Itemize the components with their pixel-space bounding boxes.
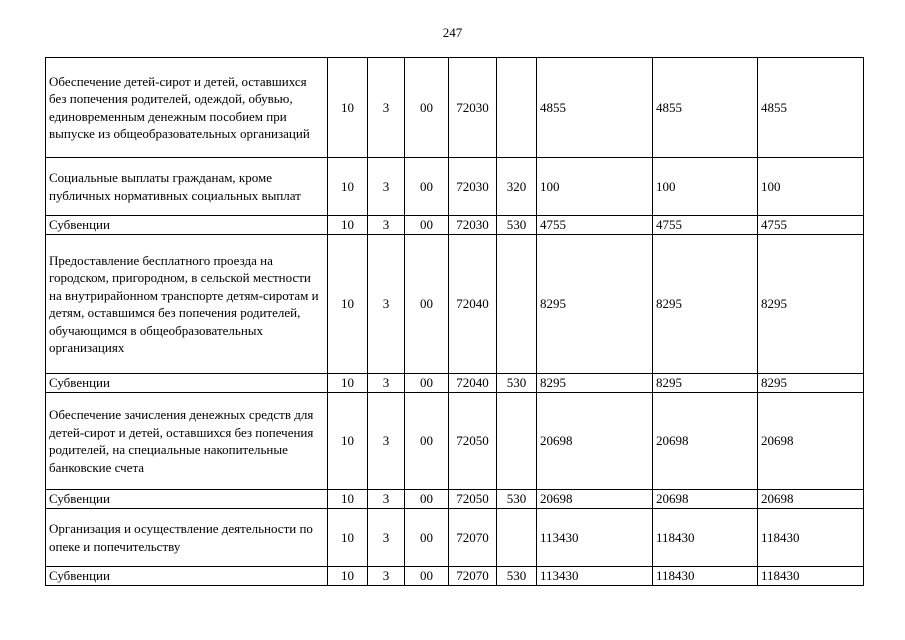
cell-year1: 20698 bbox=[537, 490, 653, 509]
cell-csr: 72070 bbox=[449, 509, 497, 567]
cell-vr: 320 bbox=[497, 158, 537, 216]
cell-year1: 4755 bbox=[537, 216, 653, 235]
cell-rz: 10 bbox=[328, 58, 368, 158]
cell-vr: 530 bbox=[497, 374, 537, 393]
table-row bbox=[46, 158, 864, 216]
cell-year3: 20698 bbox=[758, 490, 864, 509]
cell-vr bbox=[497, 235, 537, 374]
cell-csr: 72040 bbox=[449, 374, 497, 393]
cell-csr: 72030 bbox=[449, 216, 497, 235]
cell-rz: 10 bbox=[328, 509, 368, 567]
table-row bbox=[46, 490, 864, 509]
cell-pr: 3 bbox=[368, 374, 405, 393]
cell-p3: 00 bbox=[405, 374, 449, 393]
table-row bbox=[46, 216, 864, 235]
cell-year2: 20698 bbox=[653, 393, 758, 490]
cell-year1: 8295 bbox=[537, 235, 653, 374]
cell-year1: 8295 bbox=[537, 374, 653, 393]
cell-year1: 113430 bbox=[537, 509, 653, 567]
table-row bbox=[46, 235, 864, 374]
cell-p3: 00 bbox=[405, 393, 449, 490]
cell-year3: 4855 bbox=[758, 58, 864, 158]
cell-rz: 10 bbox=[328, 158, 368, 216]
table-body bbox=[46, 58, 864, 586]
row-name: Субвенции bbox=[46, 216, 328, 235]
table-row bbox=[46, 374, 864, 393]
table-row bbox=[46, 58, 864, 158]
row-name: Субвенции bbox=[46, 490, 328, 509]
cell-year2: 100 bbox=[653, 158, 758, 216]
cell-p3: 00 bbox=[405, 509, 449, 567]
cell-csr: 72050 bbox=[449, 490, 497, 509]
cell-year2: 118430 bbox=[653, 567, 758, 586]
cell-rz: 10 bbox=[328, 235, 368, 374]
table-row bbox=[46, 393, 864, 490]
cell-vr: 530 bbox=[497, 216, 537, 235]
row-name: Субвенции bbox=[46, 374, 328, 393]
cell-vr bbox=[497, 58, 537, 158]
cell-p3: 00 bbox=[405, 567, 449, 586]
cell-year2: 8295 bbox=[653, 235, 758, 374]
table-row bbox=[46, 509, 864, 567]
cell-year1: 4855 bbox=[537, 58, 653, 158]
cell-year2: 118430 bbox=[653, 509, 758, 567]
budget-table bbox=[45, 57, 864, 586]
cell-pr: 3 bbox=[368, 235, 405, 374]
cell-rz: 10 bbox=[328, 567, 368, 586]
cell-year3: 118430 bbox=[758, 567, 864, 586]
cell-p3: 00 bbox=[405, 158, 449, 216]
cell-vr: 530 bbox=[497, 567, 537, 586]
cell-year3: 100 bbox=[758, 158, 864, 216]
row-name: Обеспечение детей-сирот и детей, оставшихся без попечения родителей, одеждой, обувью, единовременным денежным пособием при выпуске из общеобразовательных организаций bbox=[46, 58, 328, 158]
cell-rz: 10 bbox=[328, 490, 368, 509]
cell-vr bbox=[497, 509, 537, 567]
cell-p3: 00 bbox=[405, 235, 449, 374]
cell-csr: 72050 bbox=[449, 393, 497, 490]
cell-p3: 00 bbox=[405, 216, 449, 235]
cell-year3: 8295 bbox=[758, 235, 864, 374]
cell-pr: 3 bbox=[368, 567, 405, 586]
cell-year3: 8295 bbox=[758, 374, 864, 393]
cell-csr: 72030 bbox=[449, 158, 497, 216]
cell-pr: 3 bbox=[368, 58, 405, 158]
cell-year1: 113430 bbox=[537, 567, 653, 586]
cell-rz: 10 bbox=[328, 216, 368, 235]
row-name: Субвенции bbox=[46, 567, 328, 586]
cell-pr: 3 bbox=[368, 509, 405, 567]
table-row bbox=[46, 567, 864, 586]
row-name: Предоставление бесплатного проезда на городском, пригородном, в сельской местности на внутрирайонном транспорте детям-сиротам и детям, оставшимся без попечения родителей, обучающимся в общеобразовательных организациях bbox=[46, 235, 328, 374]
cell-vr: 530 bbox=[497, 490, 537, 509]
cell-year3: 118430 bbox=[758, 509, 864, 567]
cell-year2: 4755 bbox=[653, 216, 758, 235]
cell-vr bbox=[497, 393, 537, 490]
row-name: Социальные выплаты гражданам, кроме публичных нормативных социальных выплат bbox=[46, 158, 328, 216]
cell-pr: 3 bbox=[368, 490, 405, 509]
cell-pr: 3 bbox=[368, 393, 405, 490]
cell-rz: 10 bbox=[328, 393, 368, 490]
cell-pr: 3 bbox=[368, 216, 405, 235]
cell-pr: 3 bbox=[368, 158, 405, 216]
cell-year1: 100 bbox=[537, 158, 653, 216]
page-number: 247 bbox=[442, 25, 463, 40]
cell-year2: 20698 bbox=[653, 490, 758, 509]
cell-year3: 4755 bbox=[758, 216, 864, 235]
cell-year3: 20698 bbox=[758, 393, 864, 490]
row-name: Организация и осуществление деятельности по опеке и попечительству bbox=[46, 509, 328, 567]
cell-csr: 72030 bbox=[449, 58, 497, 158]
cell-year2: 4855 bbox=[653, 58, 758, 158]
cell-p3: 00 bbox=[405, 58, 449, 158]
cell-year1: 20698 bbox=[537, 393, 653, 490]
cell-csr: 72070 bbox=[449, 567, 497, 586]
cell-csr: 72040 bbox=[449, 235, 497, 374]
row-name: Обеспечение зачисления денежных средств для детей-сирот и детей, оставшихся без попечения родителей, на специальные накопительные банковские счета bbox=[46, 393, 328, 490]
cell-year2: 8295 bbox=[653, 374, 758, 393]
cell-rz: 10 bbox=[328, 374, 368, 393]
cell-p3: 00 bbox=[405, 490, 449, 509]
